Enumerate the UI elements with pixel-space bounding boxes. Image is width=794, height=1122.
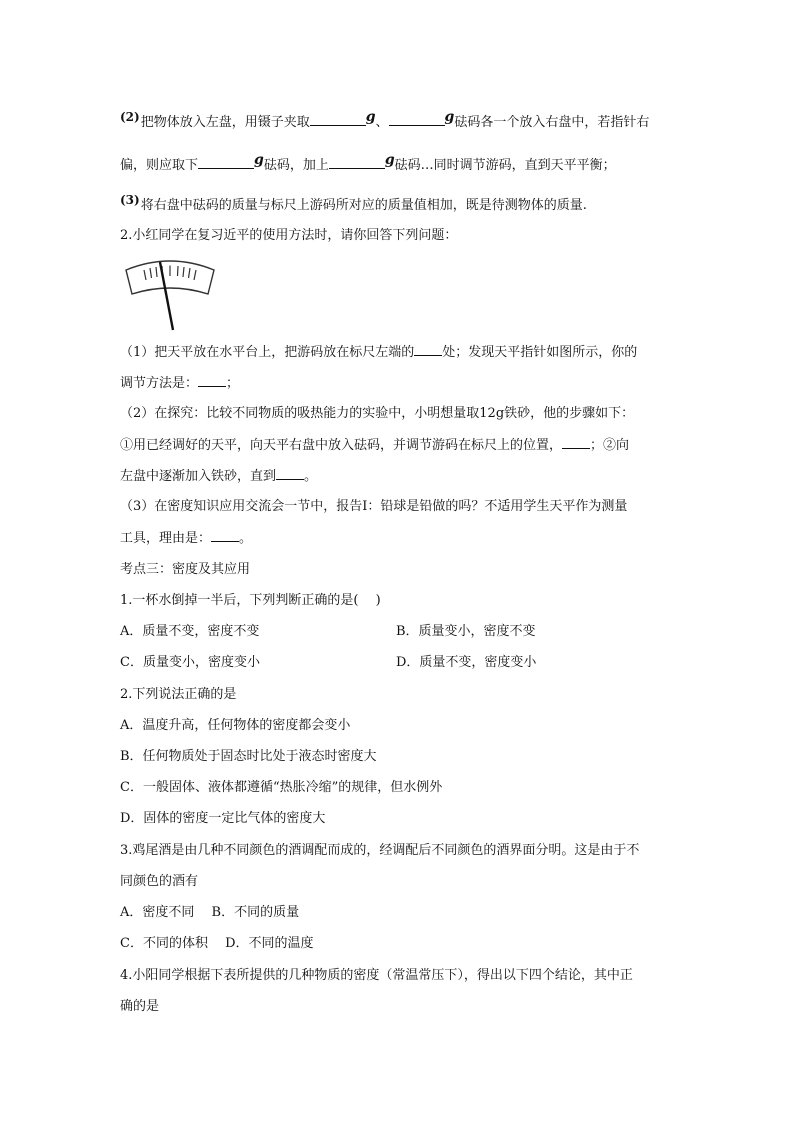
balance-pointer-figure	[120, 256, 220, 332]
q2-step2-line2	[120, 152, 616, 176]
q2-step2-line1	[120, 109, 650, 133]
p2-sub1-line1	[120, 342, 637, 363]
text: ；	[226, 376, 240, 391]
answer-blank[interactable]	[276, 466, 304, 480]
answer-blank[interactable]	[198, 373, 226, 387]
text: 调节方法是：	[120, 376, 199, 391]
answer-blank[interactable]	[562, 435, 590, 449]
q2-option-a[interactable]: A．温度升高，任何物体的密度都会变小	[120, 718, 351, 733]
answer-blank[interactable]	[198, 155, 254, 169]
text: 处；发现天平指针如图所示，你的	[442, 345, 638, 360]
unit-g: g	[444, 109, 455, 125]
unit-g: g	[365, 109, 376, 125]
q2-option-c[interactable]: C．一般固体、液体都遵循“热胀冷缩”的规律，但水例外	[120, 780, 443, 795]
text: 。	[239, 531, 253, 546]
answer-blank[interactable]	[329, 155, 385, 169]
answer-blank[interactable]	[211, 528, 239, 542]
p2-sub3-line1: （3）在密度知识应用交流会一节中，报告I：铅球是铅做的吗？不适用学生天平作为测量	[120, 499, 628, 514]
step-number: (2)	[120, 110, 140, 124]
answer-blank[interactable]	[414, 342, 442, 356]
q2-option-d[interactable]: D．固体的密度一定比气体的密度大	[120, 811, 326, 826]
text: （1）把天平放在水平台上，把游码放在标尺左端的	[120, 345, 415, 360]
text: 、	[375, 115, 389, 130]
q2-option-b[interactable]: B．任何物质处于固态时比处于液态时密度大	[120, 749, 377, 764]
q4-stem-line1: 4.小阳同学根据下表所提供的几种物质的密度（常温常压下），得出以下四个结论，其中正	[120, 968, 633, 983]
q1-stem: 1.一杯水倒掉一半后，下列判断正确的是( )	[120, 593, 381, 608]
q1-option-d[interactable]: D．质量不变，密度变小	[396, 655, 537, 670]
text: 把物体放入左盘，用镊子夹取	[140, 115, 310, 130]
p2-sub3-line2	[120, 528, 252, 549]
answer-blank[interactable]	[310, 112, 366, 126]
q2-stem: 2.下列说法正确的是	[120, 687, 237, 702]
answer-blank[interactable]	[389, 112, 445, 126]
p2-sub1-line2	[120, 373, 239, 394]
q3-options-ab[interactable]: A．密度不同 B．不同的质量	[120, 905, 300, 920]
text: 左盘中逐渐加入铁砂，直到	[120, 469, 277, 484]
q1-option-c[interactable]: C．质量变小，密度变小	[120, 655, 260, 670]
problem-2-title: 2.小红同学在复习近平的使用方法时，请你回答下列问题：	[120, 228, 458, 243]
unit-g: g	[384, 152, 395, 168]
balance-scale-icon	[120, 256, 220, 332]
step-number: (3)	[120, 193, 140, 207]
q1-option-a[interactable]: A．质量不变，密度不变	[120, 624, 260, 639]
q3-stem-line1: 3.鸡尾酒是由几种不同颜色的酒调配而成的，经调配后不同颜色的酒界面分明。这是由于不	[120, 843, 640, 858]
text: 砝码…同时调节游码，直到天平平衡；	[394, 158, 616, 173]
text: 偏，则应取下	[120, 158, 199, 173]
q1-option-b[interactable]: B．质量变小，密度不变	[396, 624, 536, 639]
text: 砝码各一个放入右盘中，若指针右	[454, 115, 650, 130]
q3-options-cd[interactable]: C．不同的体积 D．不同的温度	[120, 936, 314, 951]
section-3-title: 考点三：密度及其应用	[120, 562, 251, 577]
q4-stem-line2: 确的是	[120, 999, 160, 1014]
text: 将右盘中砝码的质量与标尺上游码所对应的质量值相加，既是待测物体的质量.	[140, 198, 587, 213]
p2-sub2-line1: （2）在探究：比较不同物质的吸热能力的实验中，小明想量取12g铁砂，他的步骤如下：	[120, 406, 635, 421]
q2-step3-line	[120, 195, 587, 216]
p2-sub2-line3	[120, 466, 317, 487]
text: 。	[304, 469, 318, 484]
q3-stem-line2: 同颜色的酒有	[120, 874, 199, 889]
text: 砝码，加上	[263, 158, 329, 173]
text: ①用已经调好的天平，向天平右盘中放入砝码，并调节游码在标尺上的位置，	[120, 438, 563, 453]
text: ；②向	[590, 438, 630, 453]
unit-g: g	[254, 152, 264, 168]
text: 工具，理由是：	[120, 531, 212, 546]
p2-sub2-line2	[120, 435, 629, 456]
